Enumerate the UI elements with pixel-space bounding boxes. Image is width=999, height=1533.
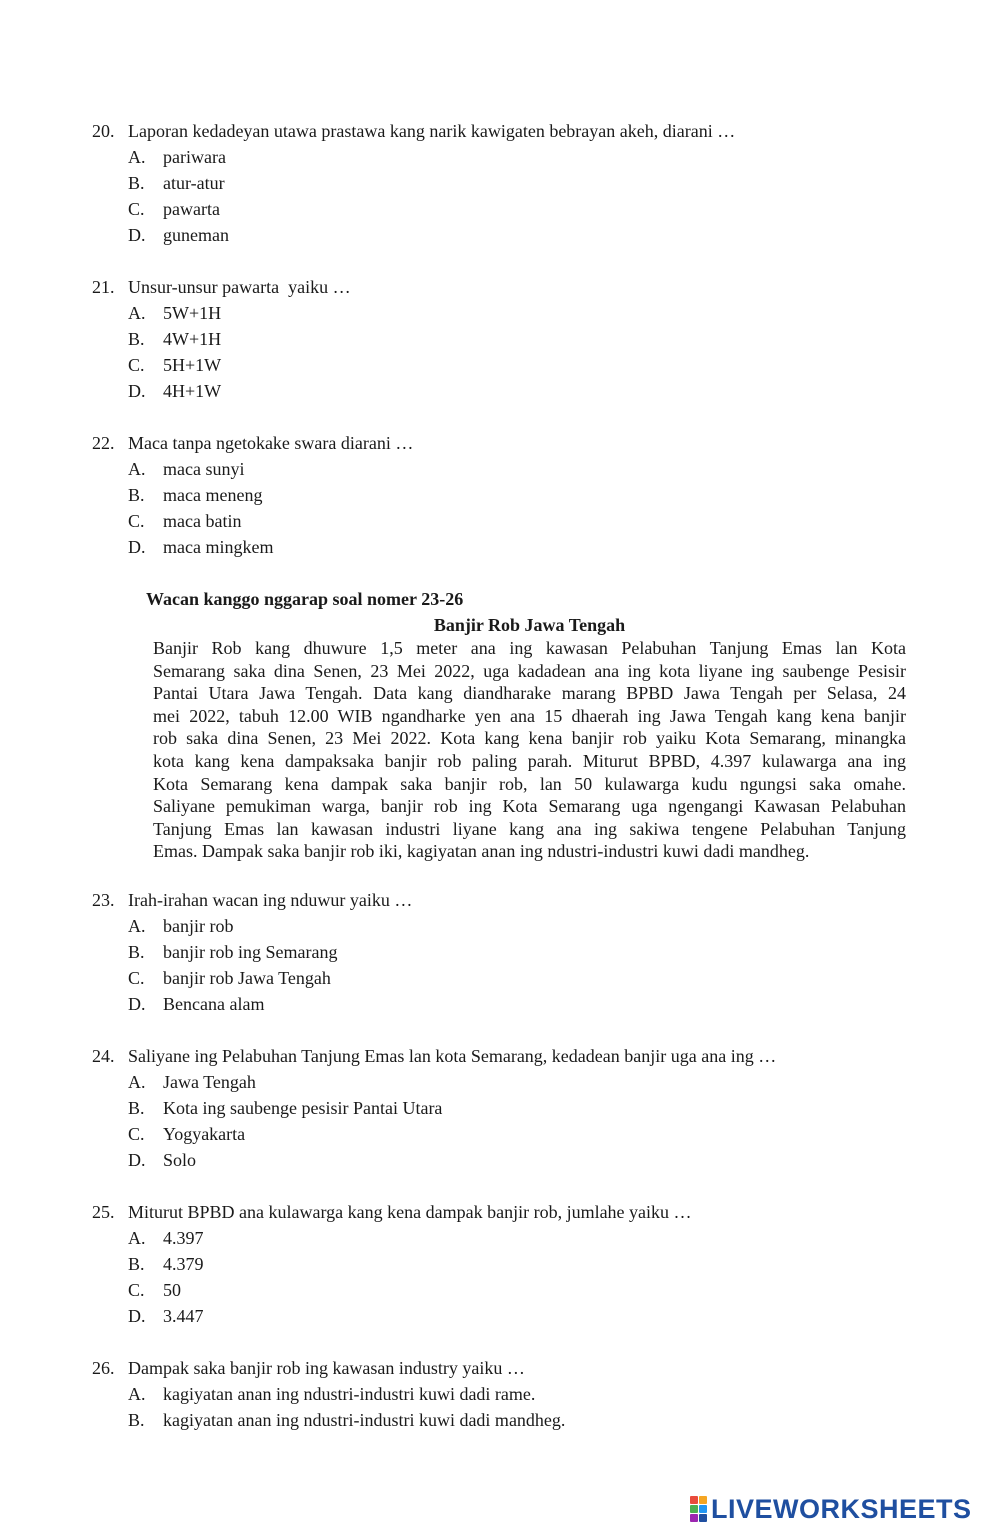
passage-line: Emas. Dampak saka banjir rob iki, kagiyatan anan ing ndustri-industri kuwi dadi mandheg. — [153, 841, 810, 862]
option-d[interactable] — [92, 991, 952, 1017]
option-letter: D. — [128, 225, 146, 245]
option-text: maca batin — [163, 511, 242, 531]
option-letter: C. — [128, 355, 145, 375]
question-text: Irah-irahan wacan ing nduwur yaiku … — [128, 890, 413, 910]
passage-line: mei 2022, tabuh 12.00 WIB ngandharke yen ana 15 dhaerah ing Jawa Tengah kang kena banjir — [153, 705, 906, 726]
option-text: 5W+1H — [163, 303, 222, 323]
question-number: 26. — [92, 1358, 115, 1378]
question-25 — [92, 1199, 952, 1329]
option-letter: C. — [128, 1124, 145, 1144]
passage-heading: Wacan kanggo nggarap soal nomer 23-26 — [146, 589, 464, 609]
option-text: pariwara — [163, 147, 226, 167]
option-b[interactable] — [92, 939, 952, 965]
option-letter: D. — [128, 381, 146, 401]
option-d[interactable] — [92, 222, 952, 248]
passage-line: rob saka dina Senen, 23 Mei 2022. Kota kang kena banjir rob yaiku Kota Semarang, minangka — [153, 728, 906, 749]
option-letter: A. — [128, 147, 146, 167]
question-number: 24. — [92, 1046, 115, 1066]
question-text: Saliyane ing Pelabuhan Tanjung Emas lan kota Semarang, kedadean banjir uga ana ing … — [128, 1046, 777, 1066]
option-text: maca mingkem — [163, 537, 274, 557]
option-letter: B. — [128, 485, 145, 505]
option-letter: D. — [128, 994, 146, 1014]
passage-line: Pantai Utara Jawa Tengah. Data kang diandharake marang BPBD Jawa Tengah per Selasa, 24 — [153, 683, 906, 704]
option-text: maca meneng — [163, 485, 263, 505]
option-text: Kota ing saubenge pesisir Pantai Utara — [163, 1098, 443, 1118]
option-b[interactable] — [92, 482, 952, 508]
option-a[interactable] — [92, 300, 952, 326]
option-text: banjir rob — [163, 916, 234, 936]
option-text: kagiyatan anan ing ndustri-industri kuwi dadi mandheg. — [163, 1410, 566, 1430]
logo-square — [690, 1505, 698, 1513]
option-text: 4H+1W — [163, 381, 222, 401]
option-text: pawarta — [163, 199, 220, 219]
option-letter: A. — [128, 1384, 146, 1404]
option-letter: B. — [128, 942, 145, 962]
question-21 — [92, 274, 952, 404]
passage-line: Saliyane pemukiman warga, banjir rob ing Kota Semarang uga ngengangi Kawasan Pelabuhan — [153, 796, 906, 817]
option-letter: C. — [128, 199, 145, 219]
option-text: Solo — [163, 1150, 197, 1170]
logo-grid-icon — [690, 1496, 707, 1522]
option-letter: D. — [128, 1306, 146, 1326]
option-c[interactable] — [92, 196, 952, 222]
option-text: Yogyakarta — [163, 1124, 246, 1144]
option-b[interactable] — [92, 326, 952, 352]
logo-square — [690, 1514, 698, 1522]
option-text: 5H+1W — [163, 355, 222, 375]
option-d[interactable] — [92, 1147, 952, 1173]
option-text: 3.447 — [163, 1306, 204, 1326]
passage-line: Kota Semarang kena dampak saka banjir rob, lan 50 kulawarga kudu ngungsi saka omahe. — [153, 773, 906, 794]
option-a[interactable] — [92, 1381, 952, 1407]
option-letter: C. — [128, 968, 145, 988]
option-b[interactable] — [92, 1095, 952, 1121]
option-letter: A. — [128, 303, 146, 323]
option-a[interactable] — [92, 456, 952, 482]
option-text: banjir rob Jawa Tengah — [163, 968, 331, 988]
option-b[interactable] — [92, 1251, 952, 1277]
option-text: 4W+1H — [163, 329, 222, 349]
option-c[interactable] — [92, 1277, 952, 1303]
option-a[interactable] — [92, 144, 952, 170]
option-letter: A. — [128, 1072, 146, 1092]
question-22 — [92, 430, 952, 560]
liveworksheets-logo — [690, 1493, 972, 1525]
logo-square — [699, 1505, 707, 1513]
question-24 — [92, 1043, 952, 1173]
question-number: 20. — [92, 121, 115, 141]
question-number: 22. — [92, 433, 115, 453]
logo-text: LIVEWORKSHEETS — [711, 1493, 972, 1524]
option-text: Bencana alam — [163, 994, 265, 1014]
option-a[interactable] — [92, 1069, 952, 1095]
passage-line: Semarang saka dina Senen, 23 Mei 2022, uga kadadean ana ing kota liyane ing saubenge Pesisir — [153, 660, 906, 681]
option-d[interactable] — [92, 378, 952, 404]
option-b[interactable] — [92, 170, 952, 196]
question-number: 25. — [92, 1202, 115, 1222]
option-text: 50 — [163, 1280, 181, 1300]
option-d[interactable] — [92, 1303, 952, 1329]
option-text: kagiyatan anan ing ndustri-industri kuwi dadi rame. — [163, 1384, 536, 1404]
option-c[interactable] — [92, 508, 952, 534]
question-text: Maca tanpa ngetokake swara diarani … — [128, 433, 414, 453]
option-text: 4.397 — [163, 1228, 204, 1248]
logo-square — [699, 1496, 707, 1504]
passage-title: Banjir Rob Jawa Tengah — [433, 615, 626, 635]
question-number: 21. — [92, 277, 115, 297]
option-text: maca sunyi — [163, 459, 245, 479]
option-b[interactable] — [92, 1407, 952, 1433]
option-letter: D. — [128, 537, 146, 557]
option-letter: B. — [128, 1254, 145, 1274]
logo-square — [699, 1514, 707, 1522]
question-23 — [92, 887, 952, 1017]
option-letter: C. — [128, 1280, 145, 1300]
logo-square — [690, 1496, 698, 1504]
passage-line: kota kang kena dampaksaka banjir rob paling parah. Miturut BPBD, 4.397 kulawarga ana ing — [153, 750, 906, 771]
option-letter: D. — [128, 1150, 146, 1170]
option-text: banjir rob ing Semarang — [163, 942, 338, 962]
question-text: Dampak saka banjir rob ing kawasan industry yaiku … — [128, 1358, 525, 1378]
option-letter: B. — [128, 1410, 145, 1430]
question-text: Unsur-unsur pawarta yaiku … — [128, 277, 351, 297]
option-c[interactable] — [92, 965, 952, 991]
option-c[interactable] — [92, 1121, 952, 1147]
option-text: atur-atur — [163, 173, 225, 193]
question-number: 23. — [92, 890, 115, 910]
passage-body — [153, 637, 906, 863]
option-letter: B. — [128, 329, 145, 349]
question-26 — [92, 1355, 952, 1433]
question-text: Laporan kedadeyan utawa prastawa kang narik kawigaten bebrayan akeh, diarani … — [128, 121, 736, 141]
option-d[interactable] — [92, 534, 952, 560]
option-c[interactable] — [92, 352, 952, 378]
option-text: Jawa Tengah — [163, 1072, 256, 1092]
option-text: guneman — [163, 225, 229, 245]
option-letter: A. — [128, 1228, 146, 1248]
option-letter: C. — [128, 511, 145, 531]
option-text: 4.379 — [163, 1254, 204, 1274]
passage-line: Banjir Rob kang dhuwure 1,5 meter ana ing kawasan Pelabuhan Tanjung Emas lan Kota — [153, 638, 906, 658]
question-text: Miturut BPBD ana kulawarga kang kena dampak banjir rob, jumlahe yaiku … — [128, 1202, 692, 1222]
passage-line: Tanjung Emas lan kawasan industri liyane kang ana ing sakiwa tengene Pelabuhan Tanjung — [153, 818, 906, 839]
option-letter: B. — [128, 173, 145, 193]
option-letter: A. — [128, 916, 146, 936]
option-a[interactable] — [92, 913, 952, 939]
option-letter: A. — [128, 459, 146, 479]
option-letter: B. — [128, 1098, 145, 1118]
question-20 — [92, 118, 952, 248]
option-a[interactable] — [92, 1225, 952, 1251]
